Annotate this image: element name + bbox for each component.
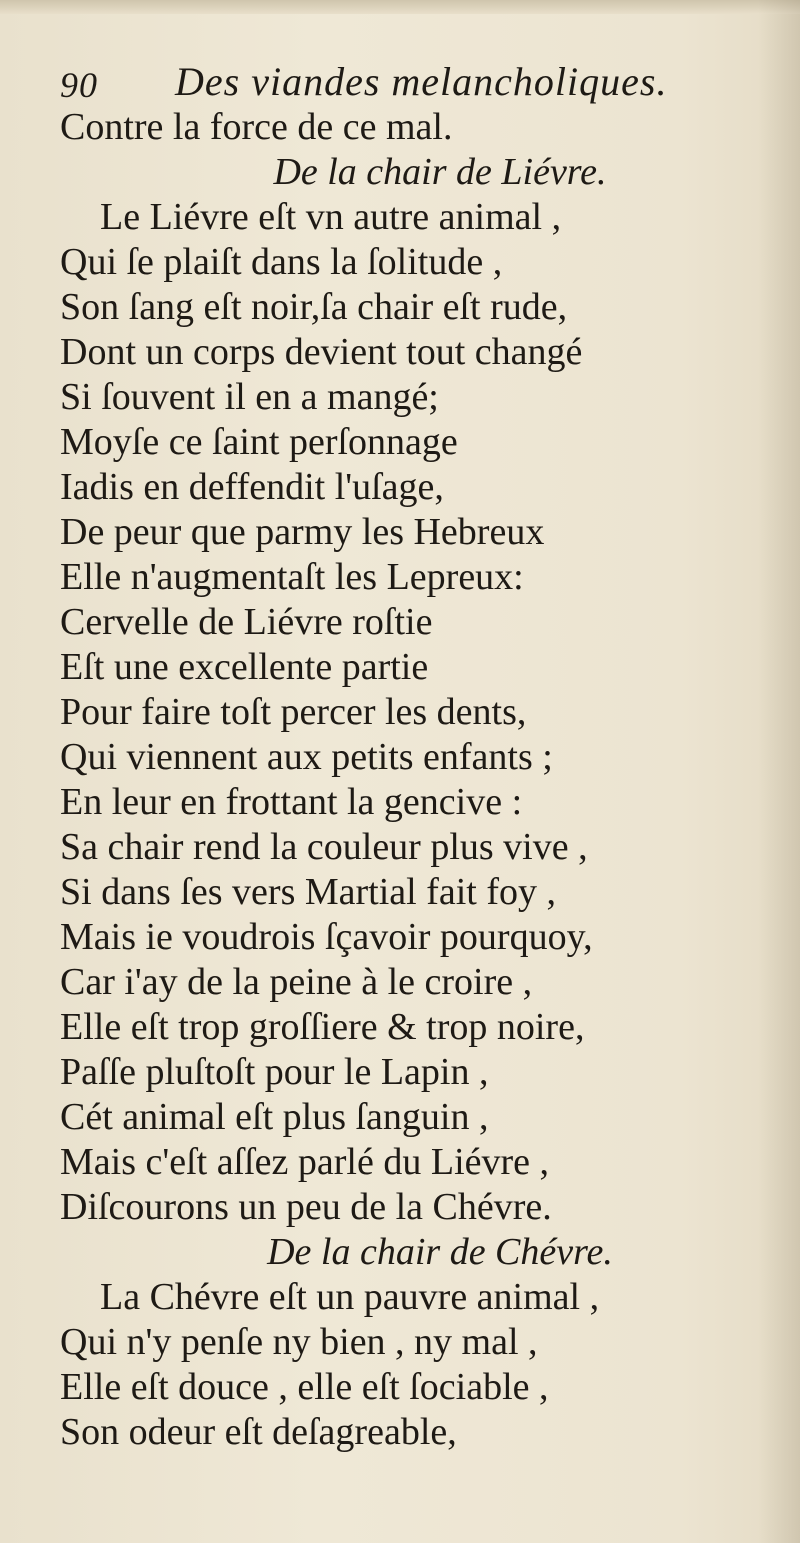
- text-line: Qui ſe plaiſt dans la ſolitude ,: [60, 241, 503, 283]
- text-line: Moyſe ce ſaint perſonnage: [60, 421, 458, 463]
- text-line: La Chévre eſt un pauvre animal ,: [100, 1276, 600, 1318]
- text-line: En leur en frottant la gencive :: [60, 781, 523, 823]
- text-line: Elle n'augmentaſt les Lepreux:: [60, 556, 524, 598]
- text-line: De peur que parmy les Hebreux: [60, 511, 545, 553]
- text-line: Le Liévre eſt vn autre animal ,: [100, 196, 562, 238]
- text-line: Diſcourons un peu de la Chévre.: [60, 1186, 552, 1228]
- text-line: Pour faire toſt percer les dents,: [60, 691, 527, 733]
- text-line: Mais c'eſt aſſez parlé du Liévre ,: [60, 1141, 550, 1183]
- text-line: Sa chair rend la couleur plus vive ,: [60, 826, 588, 868]
- running-title: Des viandes melancholiques.: [175, 59, 668, 104]
- text-line: Qui viennent aux petits enfants ;: [60, 736, 553, 778]
- poem-text: [60, 105, 750, 1455]
- text-line: Cervelle de Liévre roſtie: [60, 601, 433, 643]
- text-line: Si dans ſes vers Martial fait foy ,: [60, 871, 557, 913]
- text-line: Si ſouvent il en a mangé;: [60, 376, 439, 418]
- page-number: 90: [60, 65, 98, 105]
- text-line: Son ſang eſt noir,ſa chair eſt rude,: [60, 286, 568, 328]
- text-line: Eſt une excellente partie: [60, 646, 429, 688]
- text-line: Contre la force de ce mal.: [60, 106, 453, 148]
- section-heading-lievre: De la chair de Liévre.: [273, 151, 607, 193]
- text-line: Iadis en deffendit l'uſage,: [60, 466, 444, 508]
- text-line: Elle eſt douce , elle eſt ſociable ,: [60, 1366, 549, 1408]
- text-line: Mais ie voudrois ſçavoir pourquoy,: [60, 916, 593, 958]
- section-heading-chevre: De la chair de Chévre.: [267, 1231, 613, 1273]
- text-line: Paſſe pluſtoſt pour le Lapin ,: [60, 1051, 489, 1093]
- text-line: Son odeur eſt deſagreable,: [60, 1411, 457, 1453]
- text-line: Dont un corps devient tout changé: [60, 331, 583, 373]
- page-top-edge: [0, 0, 800, 14]
- text-line: Car i'ay de la peine à le croire ,: [60, 961, 533, 1003]
- text-line: Elle eſt trop groſſiere & trop noire,: [60, 1006, 585, 1048]
- page-gutter-shadow: [758, 0, 800, 1543]
- text-line: Cét animal eſt plus ſanguin ,: [60, 1096, 489, 1138]
- text-line: Qui n'y penſe ny bien , ny mal ,: [60, 1321, 538, 1363]
